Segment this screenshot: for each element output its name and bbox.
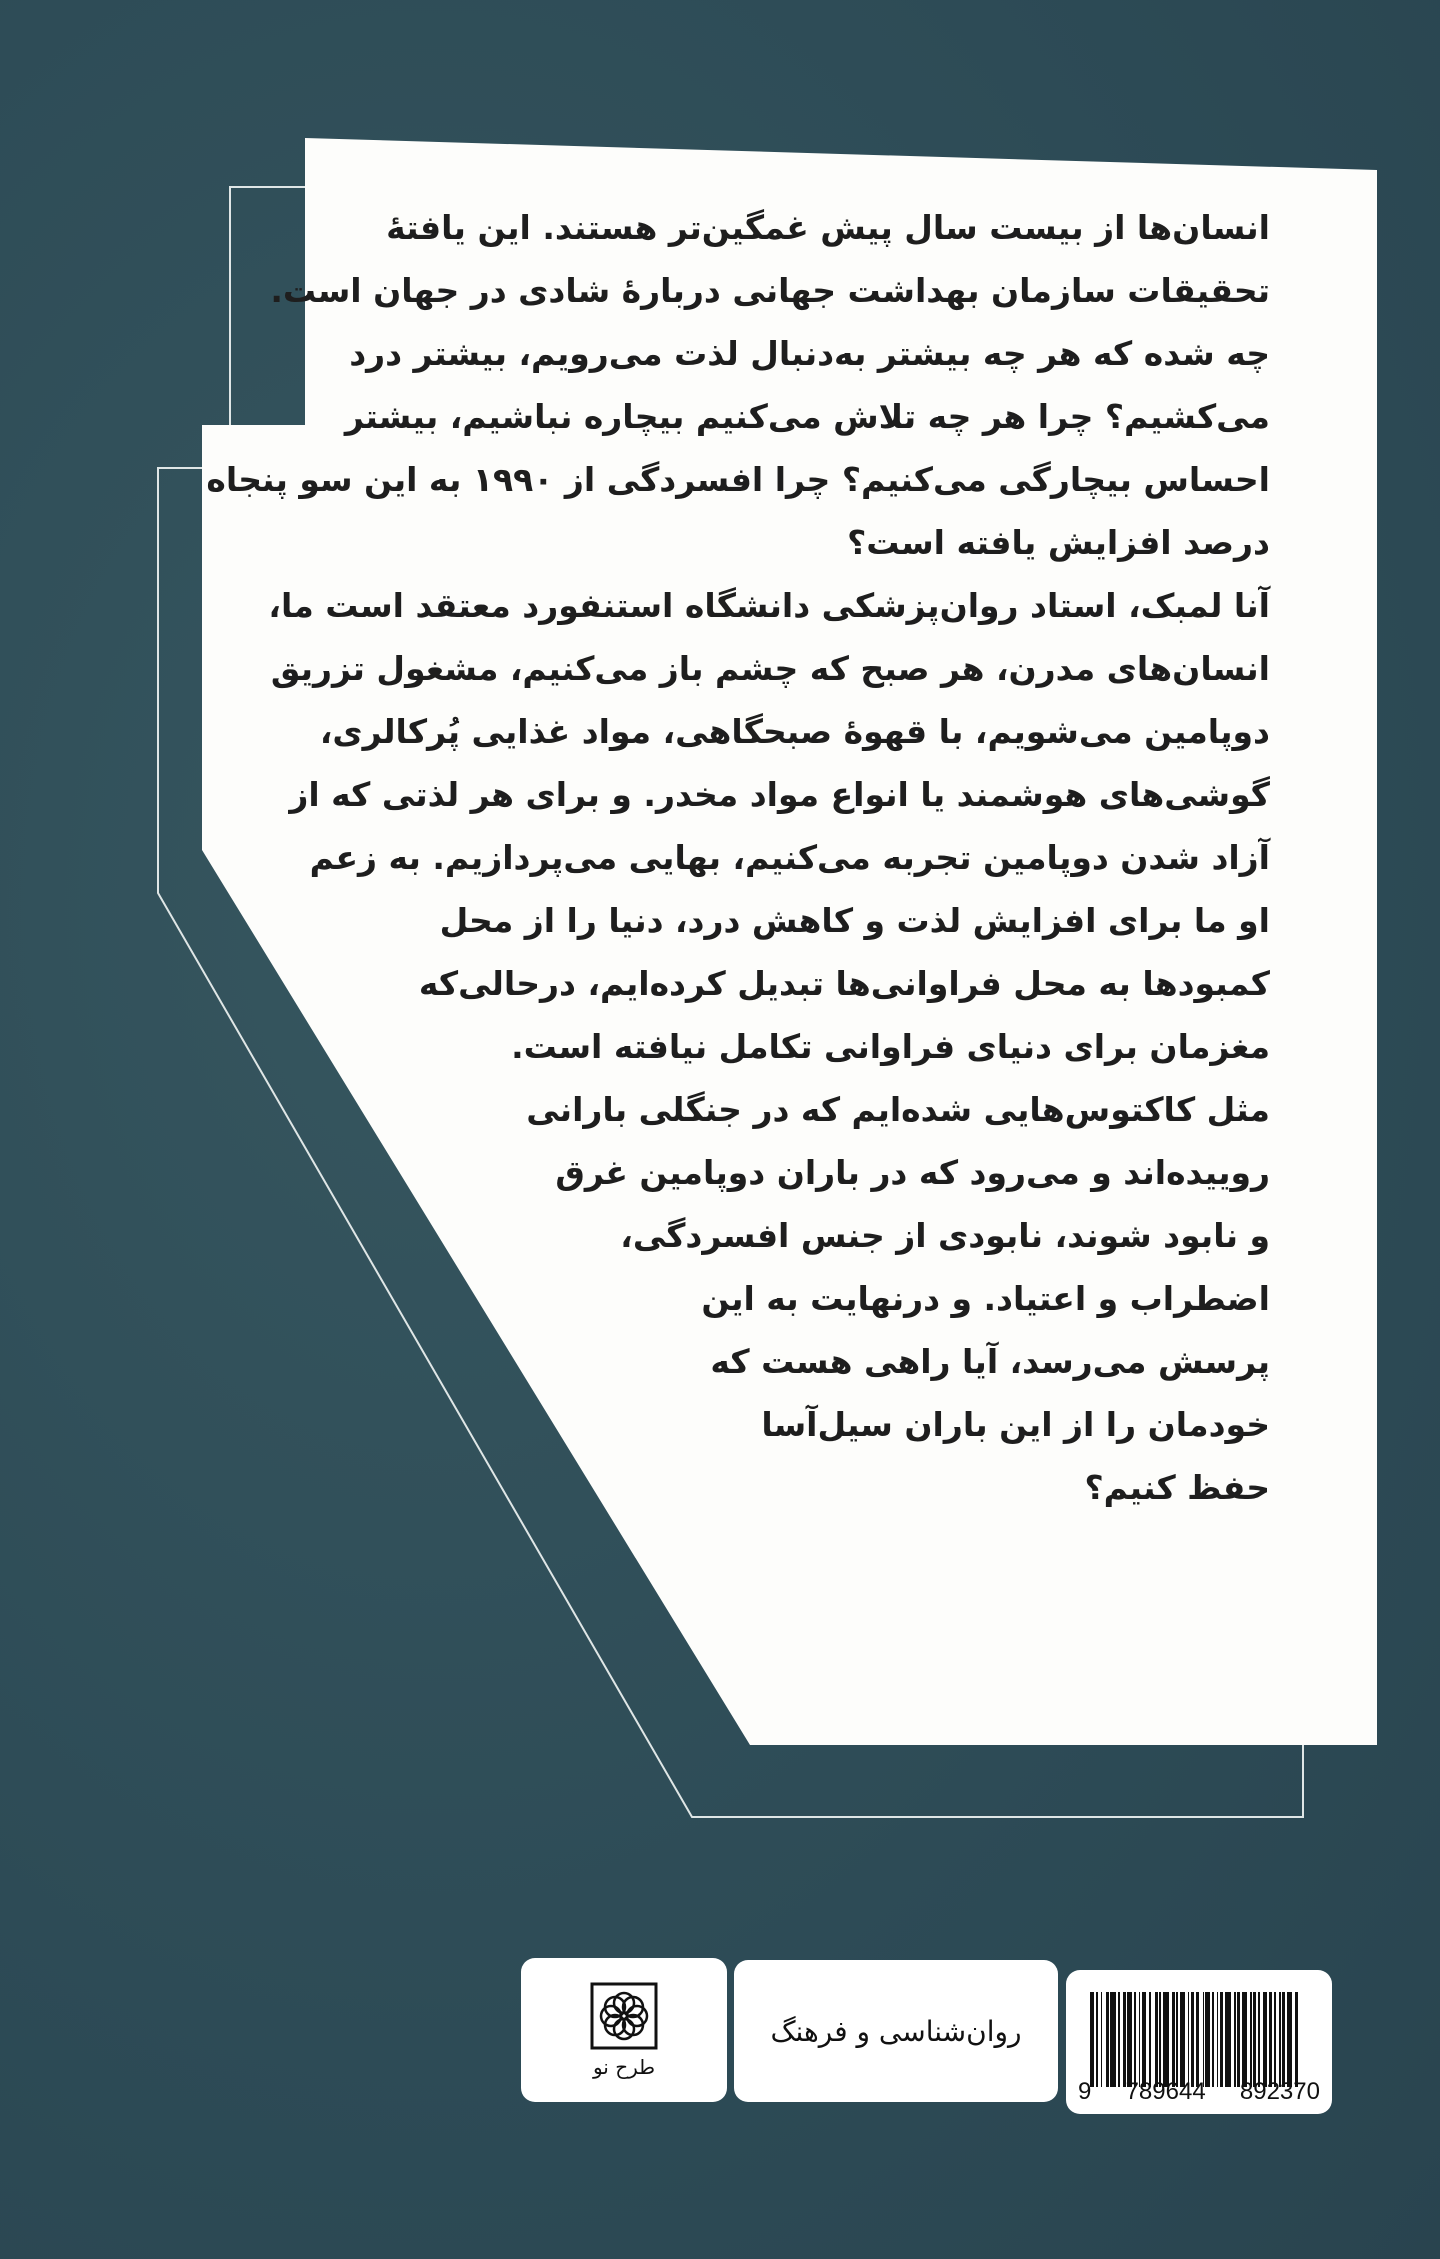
- barcode-bar: [1205, 1992, 1209, 2087]
- blurb-line: گوشی‌های هوشمند یا انواع مواد مخدر. و برای هر لذتی که از: [289, 775, 1270, 814]
- barcode-bar: [1203, 1992, 1204, 2087]
- blurb-line: چه شده که هر چه بیشتر به‌دنبال لذت می‌رویم، بیشتر درد: [349, 334, 1270, 373]
- barcode-bar: [1101, 1992, 1102, 2087]
- barcode-group2: 892370: [1239, 2078, 1320, 2105]
- rosette-icon: [589, 1981, 659, 2051]
- blurb-line: پرسش می‌رسد، آیا راهی هست که: [710, 1342, 1270, 1381]
- blurb-line: روییده‌اند و می‌رود که در باران دوپامین غرق: [555, 1153, 1270, 1192]
- blurb-line: حفظ کنیم؟: [1084, 1468, 1270, 1507]
- barcode-bar: [1212, 1992, 1213, 2087]
- barcode-bar: [1090, 1992, 1094, 2087]
- barcode-bar: [1176, 1992, 1177, 2087]
- barcode-bar: [1279, 1992, 1280, 2087]
- barcode-group1: 789644: [1125, 2078, 1206, 2105]
- barcode-bar: [1258, 1992, 1259, 2087]
- blurb-line: دوپامین می‌شویم، با قهوهٔ صبحگاهی، مواد غذایی پُرکالری،: [319, 712, 1270, 751]
- barcode-bar: [1118, 1992, 1119, 2087]
- blurb-line: می‌کشیم؟ چرا هر چه تلاش می‌کنیم بیچاره نباشیم، بیشتر: [344, 397, 1270, 436]
- blurb-line: انسان‌ها از بیست سال پیش غمگین‌تر هستند. این یافتهٔ: [386, 208, 1270, 247]
- barcode-bar: [1217, 1992, 1218, 2087]
- blurb-line: خودمان را از این باران سیل‌آسا: [761, 1405, 1270, 1444]
- barcode-bar: [1106, 1992, 1109, 2087]
- barcode-bar: [1110, 1992, 1116, 2087]
- blurb-line: تحقیقات سازمان بهداشت جهانی دربارهٔ شادی در جهان است.: [270, 271, 1270, 310]
- barcode-bar: [1127, 1992, 1131, 2087]
- series-label-box: [734, 1960, 1058, 2102]
- barcode-number: [1078, 2078, 1320, 2106]
- blurb-line: اضطراب و اعتیاد. و درنهایت به این: [701, 1279, 1270, 1318]
- barcode-bar: [1180, 1992, 1184, 2087]
- barcode-bar: [1263, 1992, 1267, 2087]
- publisher-name: طرح نو: [592, 2055, 656, 2079]
- barcode-bar: [1134, 1992, 1135, 2087]
- barcode-bar: [1274, 1992, 1275, 2087]
- barcode-bar: [1159, 1992, 1160, 2087]
- barcode-bar: [1142, 1992, 1146, 2087]
- barcode-bar: [1250, 1992, 1251, 2087]
- barcode-bar: [1253, 1992, 1256, 2087]
- barcode-bar: [1163, 1992, 1169, 2087]
- blurb-line: احساس بیچارگی می‌کنیم؟ چرا افسردگی از ۱۹۹۰ به این سو پنجاه: [206, 460, 1270, 499]
- barcode-bar: [1225, 1992, 1231, 2087]
- blurb-line: آزاد شدن دوپامین تجربه می‌کنیم، بهایی می‌پردازیم. به زعم: [309, 838, 1270, 877]
- barcode-bars: [1090, 1992, 1310, 2087]
- barcode-bar: [1234, 1992, 1235, 2087]
- blurb-line: کمبودها به محل فراوانی‌ها تبدیل کرده‌ایم، درحالی‌که: [418, 964, 1270, 1003]
- barcode-bar: [1196, 1992, 1199, 2087]
- publisher-logo: [521, 1958, 727, 2102]
- barcode-bar: [1139, 1992, 1140, 2087]
- blurb-line: آنا لمبک، استاد روان‌پزشکی دانشگاه استنفورد معتقد است ما،: [268, 586, 1270, 625]
- barcode-bar: [1191, 1992, 1194, 2087]
- barcode-bar: [1269, 1992, 1272, 2087]
- barcode-bar: [1096, 1992, 1099, 2087]
- barcode-bar: [1295, 1992, 1298, 2087]
- barcode-bar: [1149, 1992, 1152, 2087]
- barcode-bar: [1123, 1992, 1126, 2087]
- barcode-bar: [1282, 1992, 1285, 2087]
- series-name: روان‌شناسی و فرهنگ: [770, 2014, 1022, 2048]
- blurb-line: و نابود شوند، نابودی از جنس افسردگی،: [620, 1216, 1270, 1255]
- barcode-bar: [1188, 1992, 1189, 2087]
- barcode-bar: [1237, 1992, 1240, 2087]
- blurb-line: مغزمان برای دنیای فراوانی تکامل نیافته است.: [511, 1027, 1270, 1066]
- blurb-line: درصد افزایش یافته است؟: [847, 523, 1270, 562]
- barcode-bar: [1220, 1992, 1223, 2087]
- blurb-line: انسان‌های مدرن، هر صبح که چشم باز می‌کنیم، مشغول تزریق: [270, 649, 1270, 688]
- barcode-bar: [1287, 1992, 1291, 2087]
- blurb-line: مثل کاکتوس‌هایی شده‌ایم که در جنگلی بارانی: [526, 1090, 1270, 1129]
- barcode-box: [1066, 1970, 1332, 2114]
- barcode-bar: [1172, 1992, 1175, 2087]
- barcode-bar: [1155, 1992, 1158, 2087]
- barcode-bar: [1242, 1992, 1246, 2087]
- blurb-line: او ما برای افزایش لذت و کاهش درد، دنیا را از محل: [439, 901, 1270, 940]
- barcode-lead: 9: [1078, 2078, 1092, 2105]
